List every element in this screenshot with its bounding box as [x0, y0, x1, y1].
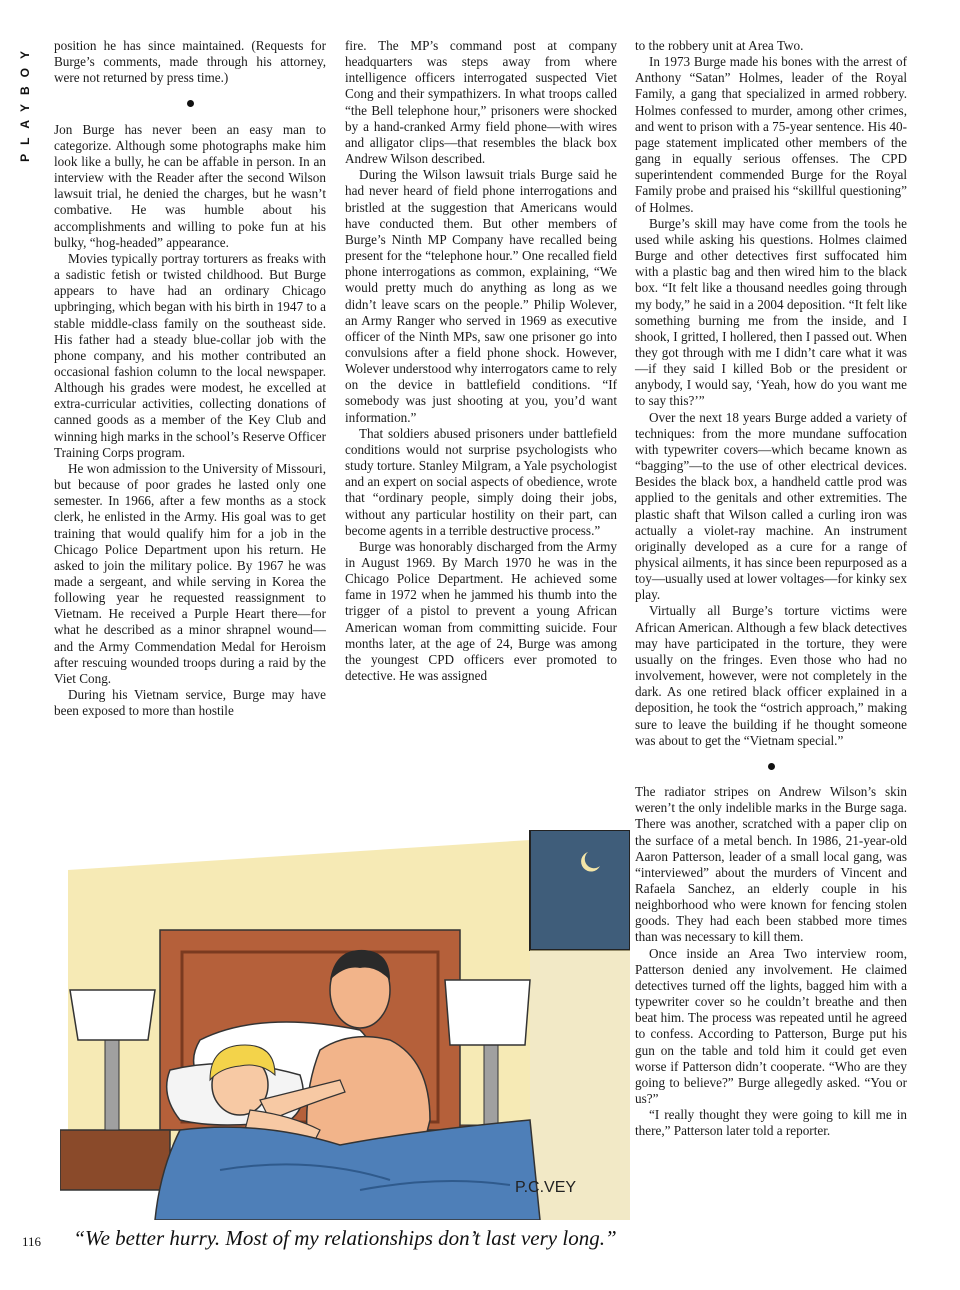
- paragraph: The radiator stripes on Andrew Wilson’s skin weren’t the only indelible marks in the Burge saga. There was another, scratched with a paper clip on the surface of a metal bench. In 1986, 21-year-old Aaron Patterson, leader of a small local gang, was “interviewed” about the murders of Vincent and Rafaela Sanchez, an elderly couple in his neighborhood who were known for fencing stolen goods. They had each been stabbed more times than was necessary to kill them.: [635, 784, 907, 945]
- paragraph: In 1973 Burge made his bones with the arrest of Anthony “Satan” Holmes, leader of the Royal Family, a gang that specialized in armed robbery. Holmes confessed to murder, among other crimes, and went to prison with a 75-year sentence. His 40-page statement implicated other members of the gang in equally serious offenses. The CPD superintendent commended Burge for the Royal Family probe and praised his “skillful questioning” of Holmes.: [635, 54, 907, 215]
- paragraph: Jon Burge has never been an easy man to categorize. Although some photographs make him look like a bully, he can be affable in person. In an interview with the Reader after the second Wilson lawsuit trial, he denied the charges, but he wasn’t combative. He was humble about his accomplishments and willing to poke fun at his bulky, “hog-headed” appearance.: [54, 121, 326, 250]
- paragraph: fire. The MP’s command post at company headquarters was steps away from where intelligence officers interrogated suspected Viet Cong and their sympathizers. In what troops called “the Bell telephone hour,” prisoners were shocked by a hand-cranked Army field phone—with wires and alligator clips—that resembles the black box Andrew Wilson described.: [345, 38, 617, 167]
- cartoon-caption: “We better hurry. Most of my relationships don’t last very long.”: [73, 1226, 617, 1250]
- paragraph: Movies typically portray torturers as freaks with a sadistic fetish or twisted childhood. But Burge appears to have had an ordinary Chicago upbringing, which began with his birth in 1947 to a stable middle-class family on the southeast side. His father had a steady blue-collar job with the phone company, and his mother contributed an occasional fashion column to the local newspaper. Although his grades were modest, he excelled at extra-curricular activities, collecting donations of canned goods as a member of the Key Club and winning high marks in the school’s Reserve Officer Training Corps program.: [54, 250, 326, 460]
- paragraph: During his Vietnam service, Burge may have been exposed to more than hostile: [54, 687, 326, 719]
- page-number: 116: [22, 1234, 42, 1249]
- divider-dot-icon: [187, 100, 194, 107]
- divider-dot-icon: [768, 763, 775, 770]
- section-divider: [635, 758, 907, 774]
- magazine-brand: PLAYBOY: [18, 42, 32, 162]
- paragraph: “I really thought they were going to kill me in there,” Patterson later told a reporter.: [635, 1107, 907, 1139]
- paragraph: to the robbery unit at Area Two.: [635, 38, 804, 53]
- column-2: [345, 38, 617, 684]
- paragraph: Once inside an Area Two interview room, Patterson denied any involvement. He claimed detectives turned off the lights, bagged him with a typewriter cover so he couldn’t breathe and then beat him. The process was repeated until he agreed to confess. According to Patterson, Burge put his gun on the table and told him it could get even worse if Patterson didn’t cooperate. “Who are they going to believe?” Burge allegedly asked. “You or us?”: [635, 945, 907, 1106]
- paragraph: position he has since maintained. (Requests for Burge’s comments, made through his attorney, were not returned by press time.): [54, 38, 326, 86]
- paragraph: Burge was honorably discharged from the Army in August 1969. By March 1970 he was in the Chicago Police Department. He achieved some fame in 1972 when he jammed his thumb into the trigger of a pistol to prevent a young African American woman from committing suicide. Four months later, at the age of 24, Burge was among the youngest CPD officers ever promoted to detective. He was assigned: [345, 538, 617, 684]
- paragraph: He won admission to the University of Missouri, but because of poor grades he lasted only one semester. In 1966, after a few months as a stock clerk, he enlisted in the Army. His goal was to get training that would qualify him for a job in the Chicago Police Department upon his return. He asked to join the military police. By 1967 he was made a sergeant, and while serving in Korea the following year he requested reassignment to Vietnam. He received a Purple Heart there—for what he described as a minor shrapnel wound—and the Army Commendation Medal for Heroism after rescuing wounded troops during a raid by the Viet Cong.: [54, 460, 326, 686]
- paragraph: That soldiers abused prisoners under battlefield conditions would not surprise psychologists who study torture. Stanley Milgram, a Yale psychologist and an expert on social aspects of obedience, wrote that “ordinary people, simply doing their jobs, without any particular hostility on their part, can become agents in a terrible destructive process.”: [345, 425, 617, 538]
- cartoon-signature: P.C.VEY: [515, 1179, 577, 1196]
- paragraph: During the Wilson lawsuit trials Burge said he had never heard of field phone interrogations and bristled at the suggestion that Americans would have conducted them. But other members of Burge’s Ninth MP Company have recalled being present for the “telephone hour.” One recalled field phone interrogations as common, explaining, “We would pretty much do anything as long as we didn’t leave scars on the people.” Philip Wolever, an Army Ranger who served in 1969 as executive officer of the Ninth MPs, saw one prisoner go into convulsions after a field phone shock. However, Wolever understood why interrogators came to rely on the device in battlefield conditions. “If somebody was just shooting at you, you’d want information.”: [345, 167, 617, 425]
- paragraph: Over the next 18 years Burge added a variety of techniques: from the more mundane suffocation with typewriter covers—which became known as “bagging”—to the use of other electrical devices. Besides the black box, a handheld cattle prod was applied to the genitals and other extremities. The plastic shaft that Wilson called a curling iron was actually a violet-ray machine. An instrument originally developed as a cure for a range of physical ailments, it has since been repurposed as a toy—usually used at lower voltages—for kinky sex play.: [635, 409, 907, 603]
- column-3: [635, 38, 907, 1139]
- cartoon-illustration: [60, 830, 630, 1220]
- paragraph: Virtually all Burge’s torture victims were African American. Although a few black detectives may have participated in the torture, they were usually on the fringes. Even those who had no involvement, however, were not completely in the dark. As one retired black officer explained in a deposition, he took the “ostrich approach,” making sure to leave the building if he thought someone was about to get the “Vietnam special.”: [635, 603, 907, 748]
- column-1: [54, 38, 326, 719]
- paragraph: Burge’s skill may have come from the tools he used while asking his questions. Holmes claimed Burge and other detectives first suffocated him with a plastic bag and then wired him to the black box. “It felt like a thousand needles going through my body,” he said in a 2004 deposition. “It felt like something burning me from the inside, and I shook, I gritted, I hollered, then I passed out. When they got through with me I didn’t care what it was—if they said I killed Bob or the president or anybody, I would say, ‘Yeah, how do you want me to say this?’”: [635, 215, 907, 409]
- section-divider: [54, 95, 326, 111]
